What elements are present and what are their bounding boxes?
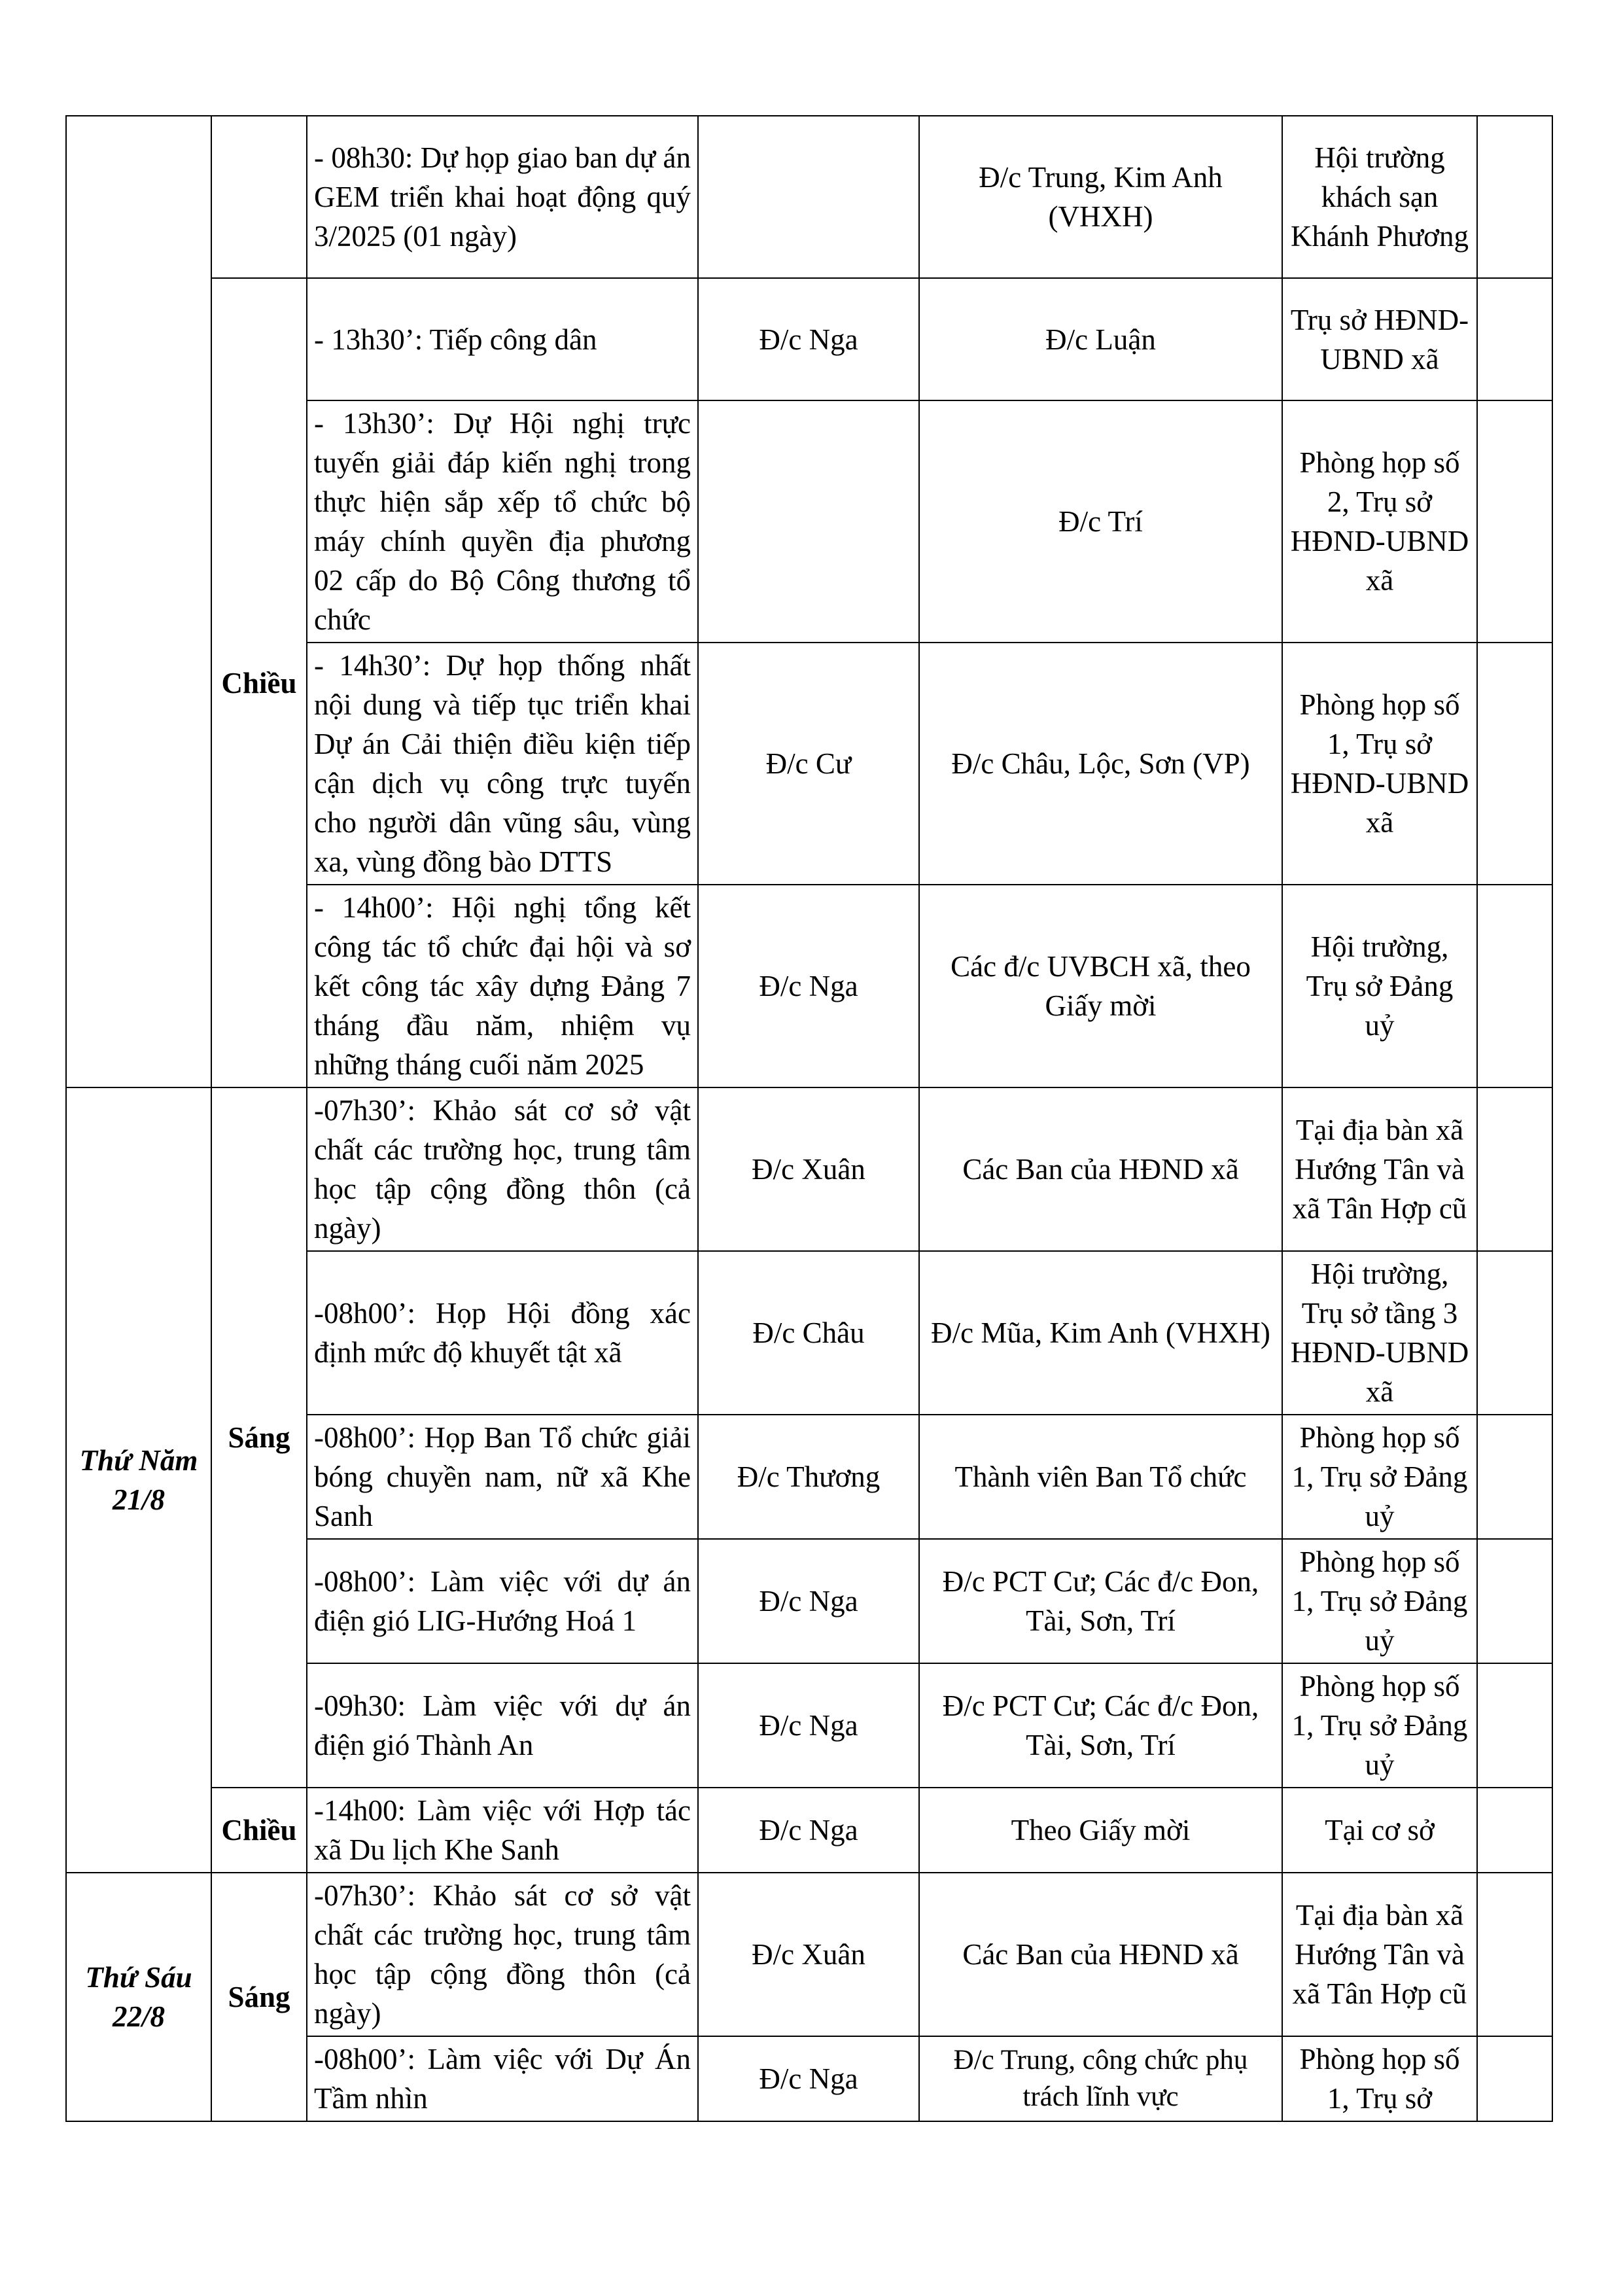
note-cell [1477, 2036, 1552, 2121]
lead-cell: Đ/c Xuân [698, 1087, 919, 1251]
note-cell [1477, 1415, 1552, 1539]
note-cell [1477, 116, 1552, 278]
lead-cell: Đ/c Nga [698, 2036, 919, 2121]
note-cell [1477, 1539, 1552, 1663]
note-cell [1477, 400, 1552, 643]
location-cell: Phòng họp số 1, Trụ sở Đảng uỷ [1282, 1539, 1477, 1663]
participants-cell: Thành viên Ban Tổ chức [919, 1415, 1282, 1539]
participants-cell: Các đ/c UVBCH xã, theo Giấy mời [919, 885, 1282, 1087]
schedule-table [65, 115, 1553, 2122]
location-cell: Tại địa bàn xã Hướng Tân và xã Tân Hợp cũ [1282, 1873, 1477, 2036]
content-cell: -07h30’: Khảo sát cơ sở vật chất các trường học, trung tâm học tập cộng đồng thôn (cả ngày) [307, 1873, 698, 2036]
note-cell [1477, 1087, 1552, 1251]
lead-cell: Đ/c Nga [698, 1788, 919, 1873]
lead-cell: Đ/c Châu [698, 1251, 919, 1415]
lead-cell: Đ/c Nga [698, 278, 919, 400]
location-cell: Phòng họp số 1, Trụ sở Đảng uỷ [1282, 1415, 1477, 1539]
participants-cell: Đ/c Châu, Lộc, Sơn (VP) [919, 643, 1282, 885]
table-row [66, 1873, 1552, 2036]
content-cell: - 13h30’: Dự Hội nghị trực tuyến giải đáp kiến nghị trong thực hiện sắp xếp tổ chức bộ máy chính quyền địa phương 02 cấp do Bộ Công thương tổ chức [307, 400, 698, 643]
location-cell: Hội trường, Trụ sở Đảng uỷ [1282, 885, 1477, 1087]
table-row [66, 116, 1552, 278]
table-row [66, 1788, 1552, 1873]
content-cell: - 08h30: Dự họp giao ban dự án GEM triển khai hoạt động quý 3/2025 (01 ngày) [307, 116, 698, 278]
session-cell: Sáng [211, 1087, 307, 1788]
note-cell [1477, 1788, 1552, 1873]
participants-cell: Các Ban của HĐND xã [919, 1087, 1282, 1251]
table-row [66, 278, 1552, 400]
participants-cell: Theo Giấy mời [919, 1788, 1282, 1873]
lead-cell: Đ/c Cư [698, 643, 919, 885]
session-cell: Chiều [211, 278, 307, 1087]
location-cell: Trụ sở HĐND-UBND xã [1282, 278, 1477, 400]
table-row [66, 1087, 1552, 1251]
participants-cell: Đ/c Mũa, Kim Anh (VHXH) [919, 1251, 1282, 1415]
lead-cell: Đ/c Nga [698, 885, 919, 1087]
session-cell: Sáng [211, 1873, 307, 2121]
content-cell: -08h00’: Làm việc với Dự Án Tầm nhìn [307, 2036, 698, 2121]
day-name: Thứ Năm [79, 1444, 198, 1477]
content-cell: - 14h30’: Dự họp thống nhất nội dung và tiếp tục triển khai Dự án Cải thiện điều kiện tiếp cận dịch vụ công trực tuyến cho người dân vũng sâu, vùng xa, vùng đồng bào DTTS [307, 643, 698, 885]
content-cell: -14h00: Làm việc với Hợp tác xã Du lịch Khe Sanh [307, 1788, 698, 1873]
participants-cell: Đ/c Trung, Kim Anh (VHXH) [919, 116, 1282, 278]
content-cell: -08h00’: Họp Ban Tổ chức giải bóng chuyền nam, nữ xã Khe Sanh [307, 1415, 698, 1539]
session-cell: Chiều [211, 1788, 307, 1873]
session-cell [211, 116, 307, 278]
note-cell [1477, 1251, 1552, 1415]
participants-cell: Các Ban của HĐND xã [919, 1873, 1282, 2036]
participants-cell: Đ/c Trung, công chức phụ trách lĩnh vực [919, 2036, 1282, 2121]
lead-cell: Đ/c Nga [698, 1539, 919, 1663]
content-cell: -07h30’: Khảo sát cơ sở vật chất các trường học, trung tâm học tập cộng đồng thôn (cả ngày) [307, 1087, 698, 1251]
day-cell-thu-sau [66, 1873, 211, 2121]
content-cell: - 13h30’: Tiếp công dân [307, 278, 698, 400]
content-cell: -08h00’: Làm việc với dự án điện gió LIG-Hướng Hoá 1 [307, 1539, 698, 1663]
content-cell: -09h30: Làm việc với dự án điện gió Thành An [307, 1663, 698, 1788]
note-cell [1477, 643, 1552, 885]
content-cell: - 14h00’: Hội nghị tổng kết công tác tổ chức đại hội và sơ kết công tác xây dựng Đảng 7 tháng đầu năm, nhiệm vụ những tháng cuối năm 2025 [307, 885, 698, 1087]
location-cell: Phòng họp số 1, Trụ sở HĐND-UBND xã [1282, 643, 1477, 885]
location-cell: Tại cơ sở [1282, 1788, 1477, 1873]
note-cell [1477, 278, 1552, 400]
lead-cell: Đ/c Thương [698, 1415, 919, 1539]
day-cell [66, 116, 211, 1087]
note-cell [1477, 1873, 1552, 2036]
day-date: 22/8 [112, 2000, 165, 2033]
participants-cell: Đ/c PCT Cư; Các đ/c Đon, Tài, Sơn, Trí [919, 1663, 1282, 1788]
note-cell [1477, 1663, 1552, 1788]
lead-cell: Đ/c Xuân [698, 1873, 919, 2036]
lead-cell [698, 116, 919, 278]
location-cell: Hội trường khách sạn Khánh Phương [1282, 116, 1477, 278]
location-cell: Phòng họp số 2, Trụ sở HĐND-UBND xã [1282, 400, 1477, 643]
day-date: 21/8 [112, 1483, 165, 1516]
schedule-sheet [65, 115, 1552, 2122]
location-cell: Hội trường, Trụ sở tầng 3 HĐND-UBND xã [1282, 1251, 1477, 1415]
lead-cell: Đ/c Nga [698, 1663, 919, 1788]
location-cell: Tại địa bàn xã Hướng Tân và xã Tân Hợp cũ [1282, 1087, 1477, 1251]
participants-cell: Đ/c PCT Cư; Các đ/c Đon, Tài, Sơn, Trí [919, 1539, 1282, 1663]
location-cell: Phòng họp số 1, Trụ sở Đảng uỷ [1282, 1663, 1477, 1788]
day-cell-thu-nam [66, 1087, 211, 1873]
location-cell: Phòng họp số 1, Trụ sở [1282, 2036, 1477, 2121]
note-cell [1477, 885, 1552, 1087]
lead-cell [698, 400, 919, 643]
day-name: Thứ Sáu [85, 1961, 192, 1994]
participants-cell: Đ/c Luận [919, 278, 1282, 400]
participants-cell: Đ/c Trí [919, 400, 1282, 643]
content-cell: -08h00’: Họp Hội đồng xác định mức độ khuyết tật xã [307, 1251, 698, 1415]
